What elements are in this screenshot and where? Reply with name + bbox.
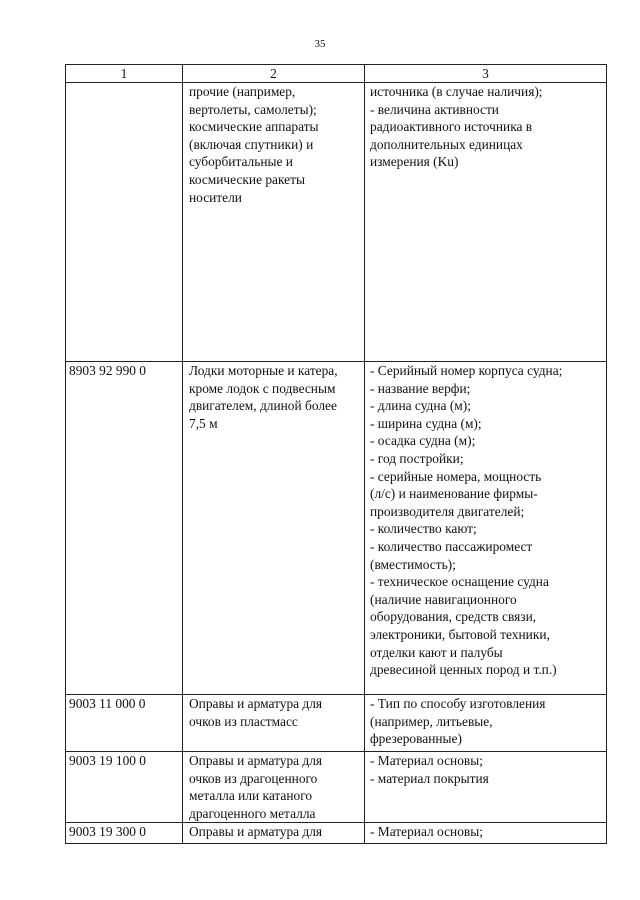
hs-code-cell: 9003 19 100 0	[66, 752, 183, 823]
text-line: - количество пассажиромест	[370, 538, 533, 554]
text-line: (л/с) и наименование фирмы-	[370, 486, 538, 502]
text-line: (включая спутники) и	[189, 136, 314, 152]
text-line: дополнительных единицах	[370, 136, 523, 152]
text-line: - Серийный номер корпуса судна;	[370, 363, 563, 378]
description-cell	[183, 823, 365, 844]
text-line: Лодки моторные и катера,	[189, 363, 338, 378]
text-line: - величина активности	[370, 101, 499, 117]
text-line: - год постройки;	[370, 450, 464, 466]
tariff-code-table	[65, 64, 607, 844]
attributes-cell	[365, 695, 607, 752]
text-line: Оправы и арматура для	[189, 753, 323, 768]
text-line: космические аппараты	[189, 119, 319, 135]
text-line: производителя двигателей;	[370, 503, 525, 519]
page-number: 35	[314, 38, 326, 50]
description-cell	[183, 83, 365, 362]
text-line: очков из драгоценного	[189, 770, 318, 786]
hs-code-cell	[66, 83, 183, 362]
text-line: - техническое оснащение судна	[370, 574, 549, 590]
hs-code-cell: 9003 11 000 0	[66, 695, 183, 752]
hs-code-cell: 9003 19 300 0	[66, 823, 183, 844]
text-line: Оправы и арматура для	[189, 824, 323, 840]
text-line: очков из пластмасс	[189, 713, 298, 729]
text-line: радиоактивного источника в	[370, 119, 533, 135]
text-line: - материал покрытия	[370, 770, 489, 786]
text-line: - Материал основы;	[370, 824, 483, 840]
text-line: кроме лодок с подвесным	[189, 380, 336, 396]
text-line: - Тип по способу изготовления	[370, 696, 546, 711]
attributes-cell	[365, 752, 607, 823]
text-line: 7,5 м	[189, 415, 218, 431]
table-row	[66, 362, 607, 695]
text-line: фрезерованные)	[370, 731, 462, 747]
text-line: оборудования, средств связи,	[370, 609, 537, 625]
attributes-cell	[365, 823, 607, 844]
table-row	[66, 823, 607, 844]
description-cell	[183, 695, 365, 752]
hs-code-cell: 8903 92 990 0	[66, 362, 183, 695]
text-line: источника (в случае наличия);	[370, 84, 543, 99]
text-line: - осадка судна (м);	[370, 433, 476, 449]
text-line: электроники, бытовой техники,	[370, 626, 550, 642]
text-line: отделки кают и палубы	[370, 644, 503, 660]
text-line: двигателем, длиной более	[189, 398, 337, 414]
text-line: - количество кают;	[370, 521, 477, 537]
text-line: драгоценного металла	[189, 805, 316, 821]
text-line: Оправы и арматура для	[189, 696, 323, 711]
attributes-cell	[365, 83, 607, 362]
text-line: - серийные номера, мощность	[370, 468, 542, 484]
text-line: измерения (Ku)	[370, 154, 459, 170]
text-line: - длина судна (м);	[370, 398, 471, 414]
text-line: носители	[189, 189, 242, 205]
text-line: - Материал основы;	[370, 753, 483, 768]
text-line: прочие (например,	[189, 84, 296, 99]
text-line: (наличие навигационного	[370, 591, 517, 607]
column-header-3: 3	[365, 65, 607, 83]
text-line: (например, литьевые,	[370, 713, 493, 729]
table-row	[66, 83, 607, 362]
text-line: металла или катаного	[189, 788, 313, 804]
text-line: - название верфи;	[370, 380, 471, 396]
description-cell	[183, 752, 365, 823]
table-row	[66, 695, 607, 752]
text-line: - ширина судна (м);	[370, 415, 482, 431]
table-row	[66, 752, 607, 823]
text-line: суборбитальные и	[189, 154, 293, 170]
attributes-cell	[365, 362, 607, 695]
column-header-1: 1	[66, 65, 183, 83]
text-line: древесиной ценных пород и т.п.)	[370, 662, 557, 678]
description-cell	[183, 362, 365, 695]
text-line: космические ракеты	[189, 171, 305, 187]
text-line: (вместимость);	[370, 556, 456, 572]
text-line: вертолеты, самолеты);	[189, 101, 317, 117]
column-header-2: 2	[183, 65, 365, 83]
table-header-row	[66, 65, 607, 83]
